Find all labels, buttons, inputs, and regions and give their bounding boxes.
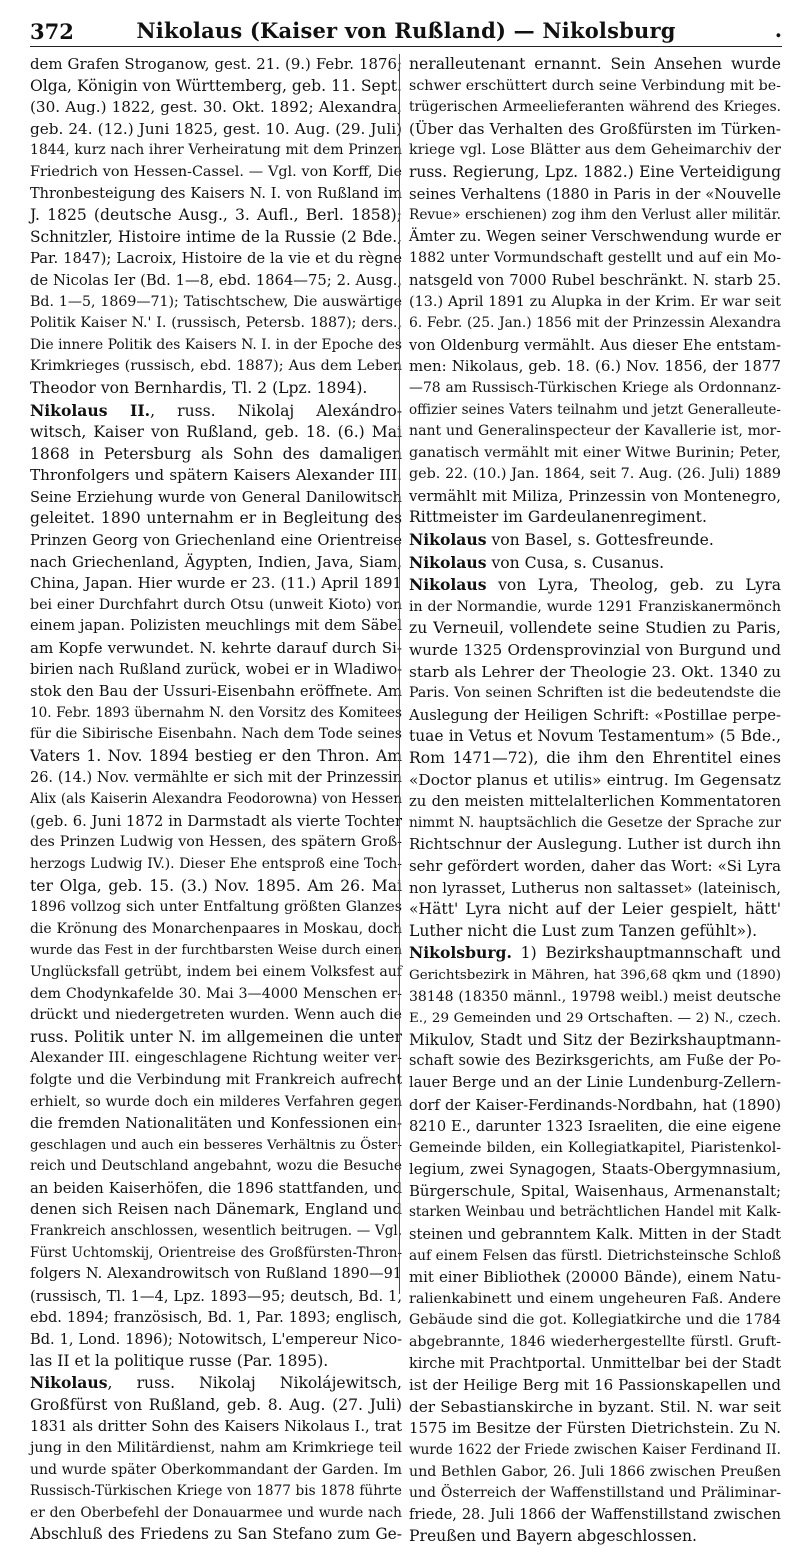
line-text: Krimkrieges (russisch, ebd. 1887); Aus dem Leben: [30, 358, 402, 375]
line-text: neralleutenant ernannt. Sein Ansehen wurde: [409, 55, 781, 73]
text-line: [409, 356, 781, 378]
text-line: [409, 878, 781, 900]
text-line: [409, 313, 781, 335]
line-text: Russisch-Türkischen Kriege von 1877 bis 1878 führte: [30, 1483, 402, 1500]
line-text: geb. 24. (12.) Juni 1825, gest. 10. Aug. (29. Juli): [30, 119, 402, 138]
line-text: nant und Generalinspecteur der Kavallerie ist, mor-: [409, 423, 781, 440]
text-line: [409, 1267, 781, 1289]
text-line: [409, 54, 781, 76]
text-line: [409, 1073, 781, 1095]
line-text: vermählt mit Miliza, Prinzessin von Montenegro,: [409, 486, 781, 505]
text-line: [409, 1095, 781, 1117]
text-line: [30, 1048, 402, 1070]
line-text: und wurde später Oberkommandant der Garden. Im: [30, 1461, 402, 1478]
line-text: von Cusa, s. Cusanus.: [486, 553, 665, 572]
entry-headword: Nikolsburg.: [409, 943, 512, 963]
text-line: [409, 248, 781, 270]
line-text: 38148 (18350 männl., 19798 weibl.) meist deutsche: [409, 988, 781, 1005]
text-line: [409, 335, 781, 357]
text-line: [30, 465, 402, 487]
text-line: [30, 1329, 402, 1351]
text-line: [30, 789, 402, 811]
line-text: Thronbesteigung des Kaisers N. I. von Rußland im: [30, 185, 402, 202]
text-line: [30, 1005, 402, 1027]
line-text: 10. Febr. 1893 übernahm N. den Vorsitz des Komitees: [30, 704, 402, 721]
line-text: denen sich Reisen nach Dänemark, England und: [30, 1200, 402, 1219]
text-line: [30, 724, 402, 746]
text-line: [30, 876, 402, 898]
text-line: [30, 205, 402, 227]
line-text: friede, 28. Juli 1866 der Waffenstillstand zwischen: [409, 1506, 781, 1523]
text-line: [30, 1070, 402, 1092]
text-line: [30, 638, 402, 660]
line-text: natsgeld von 7000 Rubel beschränkt. N. starb 25.: [409, 271, 781, 289]
text-line: [30, 1372, 402, 1395]
text-line: [30, 1395, 402, 1417]
text-line: [30, 832, 402, 854]
text-line: [30, 1027, 402, 1049]
line-text: Alix (als Kaiserin Alexandra Feodorowna) von Hessen: [30, 791, 402, 808]
line-text: wurde 1325 Ordensprovinzial von Burgund und: [409, 641, 781, 660]
line-text: birien nach Rußland zurück, wobei er in Wladiwo-: [30, 661, 402, 678]
text-line: [409, 1289, 781, 1311]
line-text: folgers N. Alexandrowitsch von Rußland 1890—91: [30, 1266, 402, 1283]
text-line: [30, 54, 402, 76]
line-text: starb als Lehrer der Theologie 23. Okt. 1340 zu: [409, 662, 781, 681]
text-line: [30, 1351, 402, 1373]
line-text: (30. Aug.) 1822, gest. 30. Okt. 1892; Alexandra,: [30, 98, 402, 117]
right-column: [409, 54, 781, 1546]
entry-headword: Nikolaus: [409, 552, 487, 572]
text-line: [30, 1092, 402, 1114]
text-line: [30, 1307, 402, 1329]
text-line: [409, 921, 781, 943]
text-line: [409, 965, 781, 987]
line-text: starken Weinbau und beträchtlichen Handel mit Kalk-: [409, 1204, 781, 1221]
text-line: [409, 1354, 781, 1376]
line-text: kirche mit Prachtportal. Unmittelbar bei der Stadt: [409, 1355, 781, 1372]
text-line: [409, 486, 781, 508]
line-text: die Krönung des Monarchenpaares in Moskau, doch: [30, 920, 402, 937]
line-text: er den Oberbefehl der Donauarmee und wurde nach: [30, 1504, 402, 1521]
text-line: [30, 1481, 402, 1503]
running-title: Nikolaus (Kaiser von Rußland) — Nikolsburg: [136, 18, 676, 43]
line-text: Rom 1471—72), die ihm den Ehrentitel eines: [409, 749, 781, 767]
text-line: [30, 400, 402, 423]
text-line: [30, 854, 402, 876]
text-line: [409, 1505, 781, 1527]
text-line: [30, 984, 402, 1006]
text-line: [30, 422, 402, 444]
line-text: Gemeinde bilden, ein Kollegiatkapitel, Piaristenkol-: [409, 1139, 781, 1156]
text-line: [409, 1483, 781, 1505]
text-line: [409, 726, 781, 748]
text-line: [30, 378, 402, 400]
text-line: [409, 942, 781, 965]
text-line: [409, 640, 781, 662]
line-text: 6. Febr. (25. Jan.) 1856 mit der Prinzessin Alexandra: [409, 315, 781, 332]
line-text: an beiden Kaiserhöfen, die 1896 stattfanden, und: [30, 1179, 402, 1197]
text-line: [30, 356, 402, 378]
line-text: Frankreich anschlossen, wesentlich beitrugen. — Vgl.: [30, 1223, 402, 1240]
text-line: [30, 1135, 402, 1157]
line-text: dem Chodynkafelde 30. Mai 3—4000 Menschen er-: [30, 985, 402, 1002]
text-line: [30, 1199, 402, 1221]
text-line: [409, 1008, 781, 1030]
line-text: Bürgerschule, Spital, Waisenhaus, Armenanstalt;: [409, 1181, 781, 1200]
text-line: [409, 1310, 781, 1332]
line-text: ter Olga, geb. 15. (3.) Nov. 1895. Am 26. Mai: [30, 876, 402, 895]
text-line: [30, 919, 402, 941]
text-line: [30, 184, 402, 206]
line-text: auf einem Felsen das fürstl. Dietrichsteinsche Schloß: [409, 1247, 781, 1264]
text-line: [30, 897, 402, 919]
text-line: [409, 292, 781, 314]
text-line: [409, 1375, 781, 1397]
column-divider: [399, 54, 400, 1294]
text-line: [409, 162, 781, 184]
line-text: tuae in Vetus et Novum Testamentum» (5 Bde.,: [409, 727, 781, 746]
text-line: [30, 227, 402, 249]
line-text: schaft sowie des Bezirksgerichts, am Fuße der Po-: [409, 1053, 781, 1070]
line-text: , russ. Nikolaj Alexándro-: [150, 401, 402, 420]
line-text: Theodor von Bernhardis, Tl. 2 (Lpz. 1894).: [30, 378, 368, 397]
line-text: Ämter zu. Wegen seiner Verschwendung wurde er: [409, 228, 781, 245]
entry-headword: Nikolaus: [30, 1373, 108, 1393]
line-text: Rittmeister im Gardeulanenregiment.: [409, 508, 707, 527]
text-line: [409, 421, 781, 443]
text-line: [30, 76, 402, 98]
line-text: kriege vgl. Lose Blätter aus dem Geheimarchiv der: [409, 142, 781, 159]
line-text: Thronfolgers und spätern Kaisers Alexander III.: [30, 466, 402, 485]
line-text: Alexander III. eingeschlagene Richtung weiter ver-: [30, 1050, 402, 1067]
line-text: drückt und niedergetreten wurden. Wenn auch die: [30, 1007, 402, 1024]
line-text: und Österreich der Waffenstillstand und Präliminar-: [409, 1485, 781, 1502]
entry-headword: Nikolaus: [409, 575, 487, 595]
text-line: [409, 662, 781, 684]
line-text: 1882 unter Vormundschaft gestellt und auf ein Mo-: [409, 250, 781, 267]
line-text: Abschluß des Friedens zu San Stefano zum Ge-: [30, 1525, 402, 1544]
line-text: (geb. 6. Juni 1872 in Darmstadt als vierte Tochter: [30, 812, 402, 830]
line-text: geschlagen und auch ein besseres Verhältnis zu Öster-: [30, 1137, 402, 1153]
text-line: [409, 507, 781, 529]
text-line: [30, 1460, 402, 1482]
line-text: bei einer Durchfahrt durch Otsu (unweit Kioto) von: [30, 596, 402, 613]
line-text: dorf der Kaiser-Ferdinands-Nordbahn, hat (1890): [409, 1096, 781, 1114]
text-line: [409, 529, 781, 552]
entry-headword: Nikolaus II.: [30, 400, 151, 420]
line-text: 1575 im Besitze der Fürsten Dietrichstein. Zu N.: [409, 1419, 781, 1438]
line-text: einem japan. Polizisten meuchlings mit dem Säbel: [30, 618, 402, 635]
text-line: [409, 987, 781, 1009]
text-line: [409, 1051, 781, 1073]
line-text: und Bethlen Gabor, 26. Juli 1866 zwischen Preußen: [409, 1463, 781, 1480]
text-line: [409, 97, 781, 119]
text-line: [30, 681, 402, 703]
text-line: [30, 660, 402, 682]
line-text: wurde 1622 der Friede zwischen Kaiser Ferdinand II.: [409, 1442, 781, 1458]
line-text: Paris. Von seinen Schriften ist die bedeutendste die: [409, 685, 781, 702]
page-number: 372: [30, 19, 74, 44]
line-text: schwer erschüttert durch seine Verbindung mit be-: [409, 77, 781, 94]
text-line: [409, 1030, 781, 1052]
line-text: mit einer Bibliothek (20000 Bände), einem Natu-: [409, 1268, 781, 1287]
text-line: [409, 1418, 781, 1440]
text-line: [30, 335, 402, 357]
line-text: am Kopfe verwundet. N. kehrte darauf durch Si-: [30, 639, 402, 658]
text-line: [409, 683, 781, 705]
text-line: [30, 162, 402, 184]
text-line: [409, 899, 781, 921]
line-text: de Nicolas Ier (Bd. 1—8, ebd. 1864—75; 2. Ausg.,: [30, 271, 402, 289]
text-line: [30, 768, 402, 790]
text-line: [30, 1264, 402, 1286]
line-text: non lyrasset, Lutherus non saltasset» (lateinisch,: [409, 879, 781, 897]
line-text: 1) Bezirkshauptmannschaft und: [511, 944, 781, 963]
text-line: [30, 552, 402, 574]
line-text: zu den meisten mittelalterlichen Kommentatoren: [409, 793, 781, 811]
line-text: reich und Deutschland angebahnt, wozu die Besuche: [30, 1158, 402, 1175]
line-text: Richtschnur der Auslegung. Luther ist durch ihn: [409, 835, 781, 854]
line-text: nimmt N. hauptsächlich die Gesetze der Sprache zur: [409, 814, 781, 831]
line-text: steinen und gebranntem Kalk. Mitten in der Stadt: [409, 1226, 781, 1244]
line-text: Preußen und Bayern abgeschlossen.: [409, 1527, 698, 1546]
text-line: [30, 962, 402, 984]
text-line: [30, 1221, 402, 1243]
line-text: dem Grafen Stroganow, gest. 21. (9.) Febr. 1876;: [30, 55, 402, 73]
line-text: E., 29 Gemeinden und 29 Ortschaften. — 2) N., czech.: [409, 1011, 781, 1027]
line-text: die fremden Nationalitäten und Konfessionen ein-: [30, 1115, 402, 1133]
text-line: [409, 791, 781, 813]
line-text: ist der Heilige Berg mit 16 Passionskapellen und: [409, 1376, 781, 1395]
text-line: [409, 1159, 781, 1181]
line-text: Friedrich von Hessen-Cassel. — Vgl. von Korff, Die: [30, 163, 402, 180]
line-text: seines Verhaltens (1880 in Paris in der «Nouvelle: [409, 185, 781, 203]
text-line: [30, 487, 402, 509]
line-text: (Über das Verhalten des Großfürsten im Türken-: [409, 119, 781, 138]
line-text: Olga, Königin von Württemberg, geb. 11. Sept.: [30, 76, 402, 95]
text-line: [409, 1397, 781, 1419]
line-text: folgte und die Verbindung mit Frankreich aufrecht: [30, 1071, 402, 1088]
line-text: J. 1825 (deutsche Ausg., 3. Aufl., Berl. 1858);: [30, 206, 402, 225]
line-text: Großfürst von Rußland, geb. 8. Aug. (27. Juli): [30, 1395, 402, 1414]
text-line: [30, 1243, 402, 1265]
text-line: [409, 552, 781, 575]
line-text: Prinzen Georg von Griechenland eine Orientreise: [30, 532, 402, 550]
line-text: 1844, kurz nach ihrer Verheiratung mit dem Prinzen: [30, 142, 402, 159]
line-text: trügerischen Armeelieferanten während des Krieges.: [409, 99, 781, 116]
text-line: [30, 1156, 402, 1178]
line-text: las II et la politique russe (Par. 1895).: [30, 1351, 329, 1370]
text-line: [409, 270, 781, 292]
line-text: «Hätt' Lyra nicht auf der Leier gespielt, hätt': [409, 900, 781, 919]
line-text: russ. Politik unter N. im allgemeinen die unter: [30, 1027, 402, 1046]
line-text: ebd. 1894; französisch, Bd. 1, Par. 1893; englisch,: [30, 1309, 402, 1327]
text-line: [409, 834, 781, 856]
line-text: Die innere Politik des Kaisers N. I. in der Epoche des: [30, 336, 402, 353]
text-line: [30, 703, 402, 725]
line-text: lauer Berge und an der Linie Lundenburg-Zellern-: [409, 1074, 781, 1091]
line-text: 1868 in Petersburg als Sohn des damaligen: [30, 444, 402, 463]
line-text: von Basel, s. Gottesfreunde.: [486, 531, 714, 550]
line-text: witsch, Kaiser von Rußland, geb. 18. (6.) Mai: [30, 423, 402, 442]
line-text: Unglücksfall getrübt, indem bei einem Volksfest auf: [30, 963, 402, 980]
text-line: [409, 119, 781, 141]
line-text: Seine Erziehung wurde von General Danilowitsch: [30, 488, 402, 506]
line-text: wurde das Fest in der furchtbarsten Weise durch einen: [30, 943, 402, 959]
line-text: Revue» erschienen) zog ihm den Verlust aller militär.: [409, 207, 781, 224]
text-line: [30, 616, 402, 638]
text-line: [30, 1178, 402, 1200]
text-line: [409, 1138, 781, 1160]
line-text: Fürst Uchtomskij, Orientreise des Großfürsten-Thron-: [30, 1244, 402, 1261]
line-text: «Doctor planus et utilis» eintrug. Im Gegensatz: [409, 770, 781, 789]
text-line: [30, 573, 402, 595]
text-line: [30, 97, 402, 119]
line-text: in der Normandie, wurde 1291 Franziskanermönch: [409, 598, 781, 615]
text-line: [409, 400, 781, 422]
text-line: [409, 140, 781, 162]
line-text: abgebrannte, 1846 wiederhergestellte fürstl. Gruft-: [409, 1334, 781, 1351]
text-line: [409, 770, 781, 792]
line-text: von Lyra, Theolog, geb. zu Lyra: [486, 576, 781, 595]
line-text: China, Japan. Hier wurde er 23. (11.) April 1891: [30, 574, 402, 593]
text-line: [30, 119, 402, 141]
line-text: ralienkabinett und einem ungeheuren Faß. Andere: [409, 1290, 781, 1307]
line-text: (13.) April 1891 zu Alupka in der Krim. Er war seit: [409, 293, 781, 310]
line-text: geb. 22. (10.) Jan. 1864, seit 7. Aug. (26. Juli) 1889: [409, 466, 781, 483]
text-line: [409, 443, 781, 465]
line-text: erhielt, so wurde doch ein milderes Verfahren gegen: [30, 1093, 402, 1110]
line-text: Bd. 1—5, 1869—71); Tatischtschew, Die auswärtige: [30, 293, 402, 310]
line-text: sehr gefördert worden, daher das Wort: «Si Lyra: [409, 856, 781, 875]
text-line: [30, 140, 402, 162]
text-line: [409, 1224, 781, 1246]
line-text: zu Verneuil, vollendete seine Studien zu Paris,: [409, 619, 781, 638]
line-text: der Sebastianskirche in byzant. Stil. N. war seit: [409, 1397, 781, 1416]
text-line: [30, 1503, 402, 1525]
line-text: russ. Regierung, Lpz. 1882.) Eine Verteidigung: [409, 162, 781, 181]
text-line: [409, 76, 781, 98]
text-line: [30, 1113, 402, 1135]
text-line: [30, 1524, 402, 1546]
line-text: nach Griechenland, Ägypten, Indien, Java, Siam,: [30, 552, 402, 571]
line-text: Luther nicht die Lust zum Tanzen gefühlt»).: [409, 921, 758, 940]
text-line: [409, 1526, 781, 1548]
line-text: stok den Bau der Ussuri-Eisenbahn eröffnete. Am: [30, 683, 402, 701]
line-text: für die Sibirische Eisenbahn. Nach dem Tode seines: [30, 726, 402, 743]
text-line: [30, 1286, 402, 1308]
line-text: von Oldenburg vermählt. Aus dieser Ehe entstam-: [409, 336, 781, 354]
text-line: [409, 618, 781, 640]
text-line: [409, 205, 781, 227]
line-text: 1831 als dritter Sohn des Kaisers Nikolaus I., trat: [30, 1418, 402, 1436]
text-line: [30, 530, 402, 552]
text-line: [409, 1202, 781, 1224]
text-line: [409, 1116, 781, 1138]
text-line: [30, 292, 402, 314]
line-text: men: Nikolaus, geb. 18. (6.) Nov. 1856, der 1877: [409, 357, 781, 376]
line-text: 1896 vollzog sich unter Entfaltung größten Glanzes: [30, 899, 402, 916]
page-header: [30, 12, 782, 47]
text-line: [409, 1440, 781, 1462]
line-text: —78 am Russisch-Türkischen Kriege als Ordonnanz-: [409, 379, 781, 396]
line-text: legium, zwei Synagogen, Staats-Obergymnasium,: [409, 1161, 781, 1179]
text-line: [409, 1246, 781, 1268]
text-line: [409, 184, 781, 206]
line-text: herzogs Ludwig IV.). Dieser Ehe entsproß eine Toch-: [30, 855, 402, 872]
text-line: [409, 1181, 781, 1203]
line-text: jung in den Militärdienst, nahm am Krimkriege teil: [30, 1440, 402, 1456]
text-line: [409, 813, 781, 835]
line-text: Politik Kaiser N.' I. (russisch, Petersb. 1887); ders.,: [30, 315, 402, 332]
line-text: 8210 E., darunter 1323 Israeliten, die eine eigene: [409, 1118, 781, 1136]
line-text: des Prinzen Ludwig von Hessen, des spätern Groß-: [30, 834, 402, 851]
header-mark: .: [774, 17, 782, 42]
text-line: [409, 227, 781, 249]
text-line: [409, 464, 781, 486]
text-line: [30, 248, 402, 270]
line-text: Bd. 1, Lond. 1896); Notowitsch, L'empereur Nico-: [30, 1331, 402, 1349]
text-line: [409, 597, 781, 619]
text-line: [30, 1416, 402, 1438]
left-column: [30, 54, 402, 1544]
text-line: [409, 574, 781, 597]
text-line: [30, 444, 402, 466]
text-line: [409, 1332, 781, 1354]
entry-headword: Nikolaus: [409, 530, 487, 550]
text-line: [409, 378, 781, 400]
line-text: Gerichtsbezirk in Mähren, hat 396,68 qkm und (1890): [409, 967, 781, 983]
text-line: [409, 856, 781, 878]
line-text: (russisch, Tl. 1—4, Lpz. 1893—95; deutsch, Bd. 1,: [30, 1287, 402, 1305]
line-text: Schnitzler, Histoire intime de la Russie (2 Bde.,: [30, 227, 402, 246]
line-text: Mikulov, Stadt und Sitz der Bezirkshauptmann-: [409, 1030, 781, 1049]
text-line: [30, 1438, 402, 1460]
text-line: [30, 811, 402, 833]
line-text: 26. (14.) Nov. vermählte er sich mit der Prinzessin: [30, 769, 402, 786]
text-line: [30, 508, 402, 530]
line-text: Gebäude sind die got. Kollegiatkirche und die 1784: [409, 1312, 781, 1329]
text-line: [30, 940, 402, 962]
text-line: [30, 595, 402, 617]
text-line: [409, 748, 781, 770]
text-line: [30, 270, 402, 292]
text-line: [30, 313, 402, 335]
line-text: Auslegung der Heiligen Schrift: «Postillae perpe-: [409, 706, 781, 724]
line-text: ganatisch vermählt mit einer Witwe Burinin; Peter,: [409, 444, 781, 461]
text-line: [409, 705, 781, 727]
line-text: , russ. Nikolaj Nikolájewitsch,: [107, 1374, 402, 1393]
line-text: geleitet. 1890 unternahm er in Begleitung des: [30, 509, 402, 528]
text-line: [30, 746, 402, 768]
line-text: Par. 1847); Lacroix, Histoire de la vie et du règne: [30, 250, 402, 268]
line-text: Vaters 1. Nov. 1894 bestieg er den Thron. Am: [30, 747, 402, 765]
text-line: [409, 1462, 781, 1484]
line-text: offizier seines Vaters teilnahm und jetzt Generalleute-: [409, 401, 781, 418]
